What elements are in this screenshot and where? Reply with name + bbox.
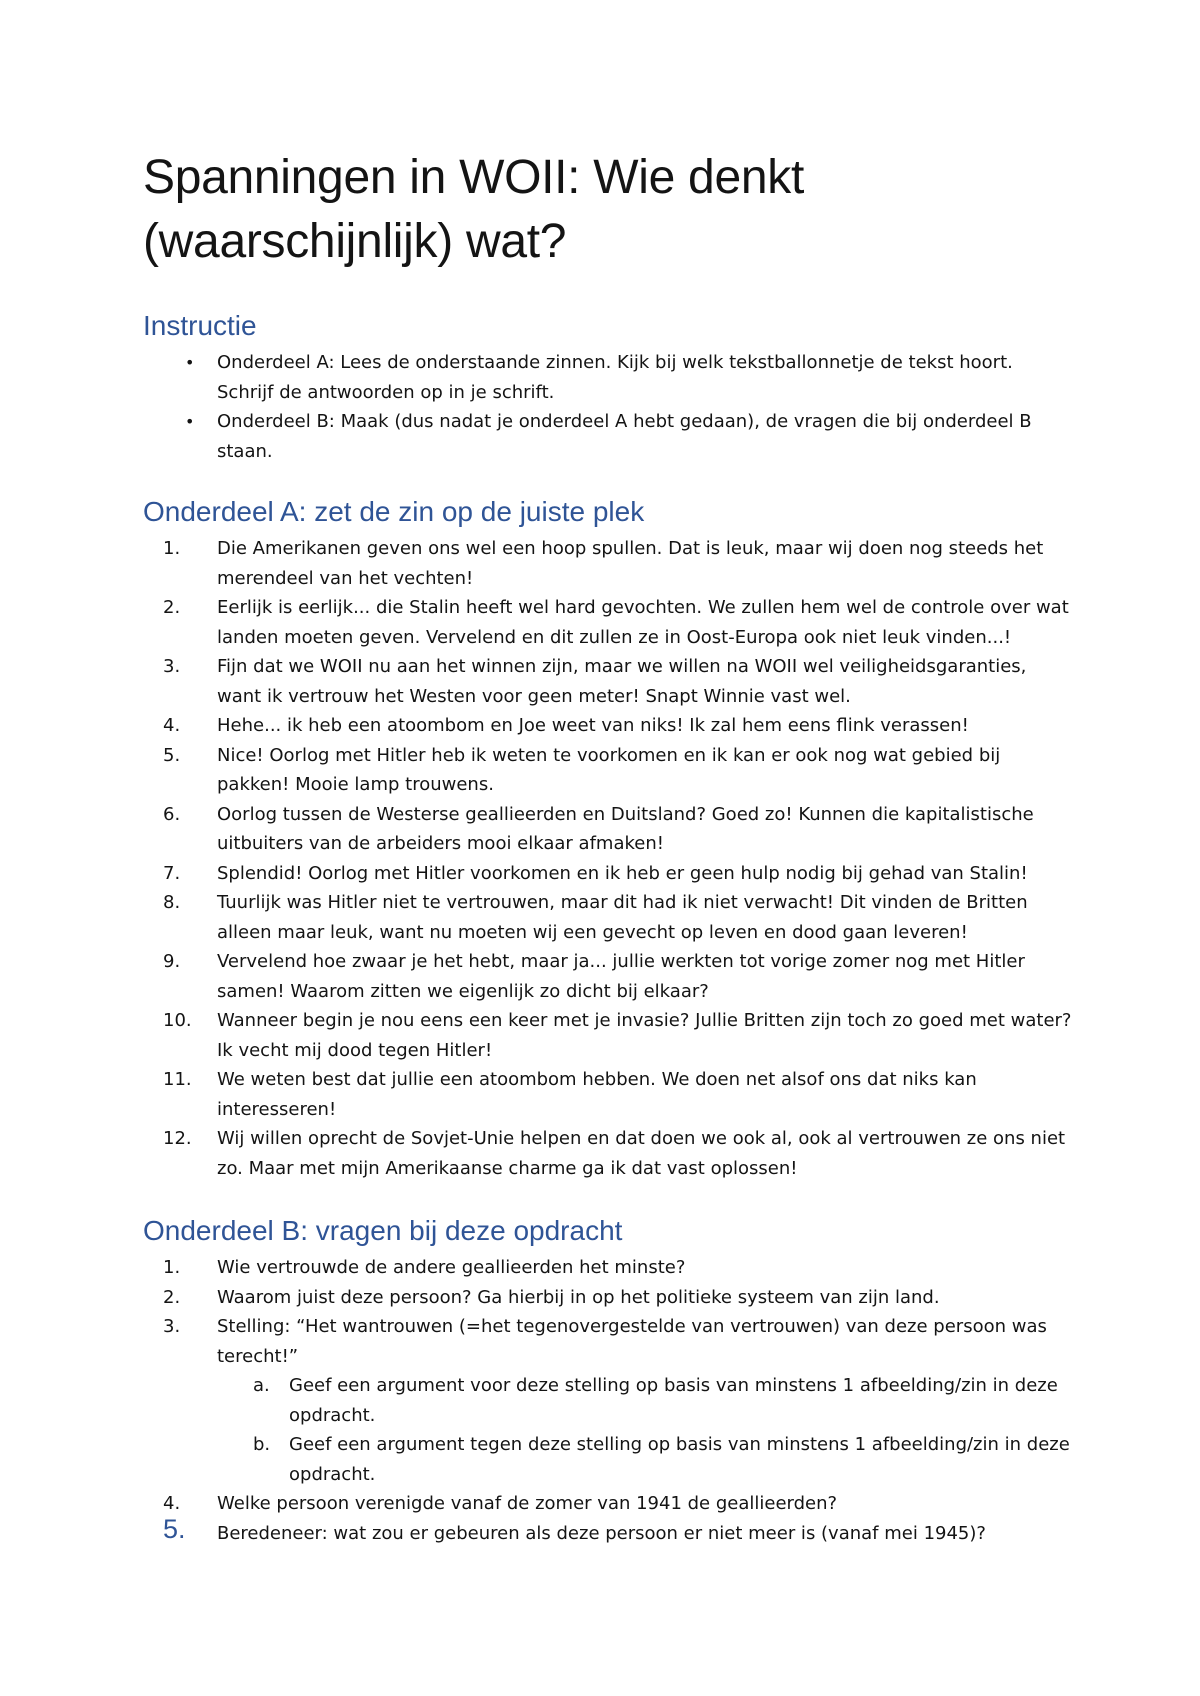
- list-item: [143, 1006, 1073, 1065]
- list-item-text: Stelling: “Het wantrouwen (=het tegenovergestelde van vertrouwen) van deze persoon was terecht!”: [217, 1316, 1047, 1367]
- list-number: 5.: [163, 744, 181, 766]
- list-item-text: Wij willen oprecht de Sovjet-Unie helpen en dat doen we ook al, ook al vertrouwen ze ons niet zo. Maar met mijn Amerikaanse charme ga ik dat vast oplossen!: [217, 1128, 1066, 1179]
- heading-instructie: Instructie: [143, 310, 257, 341]
- list-item-text: Beredeneer: wat zou er gebeuren als deze persoon er niet meer is (vanaf mei 1945)?: [217, 1522, 986, 1544]
- sub-list-item: [143, 1371, 1073, 1430]
- list-item: [143, 1283, 1073, 1313]
- list-item-text: Nice! Oorlog met Hitler heb ik weten te voorkomen en ik kan er ook nog wat gebied bij pakken! Mooie lamp trouwens.: [217, 744, 1001, 795]
- document-content: [143, 146, 1073, 1548]
- list-item-text: Fijn dat we WOII nu aan het winnen zijn, maar we willen na WOII wel veiligheidsgaranties, want ik vertrouw het Westen voor geen meter! Snapt Winnie vast wel.: [217, 656, 1027, 707]
- list-item: [143, 1312, 1073, 1489]
- list-number: 6.: [163, 803, 181, 825]
- list-number: 2.: [163, 597, 181, 618]
- list-item: [143, 711, 1073, 741]
- list-item: [143, 1489, 1073, 1519]
- list-item: [143, 1253, 1073, 1283]
- list-item-text: We weten best dat jullie een atoombom hebben. We doen net alsof ons dat niks kan interesseren!: [217, 1069, 977, 1120]
- list-item-text: Onderdeel A: Lees de onderstaande zinnen. Kijk bij welk tekstballonnetje de tekst hoort. Schrijf de antwoorden op in je schrift.: [217, 352, 1013, 403]
- sub-list-letter: a.: [253, 1375, 270, 1396]
- list-item: [143, 859, 1073, 889]
- list-number: 12.: [163, 1128, 192, 1149]
- list-number: 4.: [163, 1493, 181, 1514]
- list-number: 11.: [163, 1069, 192, 1090]
- instructie-list: [143, 348, 1073, 466]
- list-number: 4.: [163, 715, 181, 736]
- list-item: [143, 741, 1073, 800]
- list-number: 5.: [163, 1513, 186, 1544]
- list-item-text: Tuurlijk was Hitler niet te vertrouwen, maar dit had ik niet verwacht! Dit vinden de Britten alleen maar leuk, want nu moeten wij een gevecht op leven en dood gaan leveren!: [217, 892, 1028, 943]
- list-item-text: Hehe... ik heb een atoombom en Joe weet van niks! Ik zal hem eens flink verassen!: [217, 715, 969, 736]
- sub-list: [217, 1371, 1073, 1489]
- list-item-text: Welke persoon verenigde vanaf de zomer van 1941 de geallieerden?: [217, 1493, 838, 1514]
- bullet-marker: •: [185, 412, 195, 431]
- heading-onderdeel-a: Onderdeel A: zet de zin op de juiste plek: [143, 496, 645, 527]
- list-item: [143, 888, 1073, 947]
- list-item-text: Waarom juist deze persoon? Ga hierbij in op het politieke systeem van zijn land.: [217, 1286, 940, 1308]
- list-number: 2.: [163, 1286, 181, 1308]
- list-number: 8.: [163, 892, 181, 913]
- onderdeel-b-list: [143, 1253, 1073, 1548]
- list-number: 3.: [163, 1316, 181, 1337]
- list-item-text: Vervelend hoe zwaar je het hebt, maar ja... jullie werkten tot vorige zomer nog met Hitler samen! Waarom zitten we eigenlijk zo dicht bij elkaar?: [217, 951, 1025, 1002]
- onderdeel-a-list: [143, 534, 1073, 1183]
- bullet-marker: •: [185, 353, 195, 372]
- list-item: [143, 1065, 1073, 1124]
- list-number: 3.: [163, 656, 181, 677]
- list-number: 1.: [163, 538, 181, 559]
- document-title: Spanningen in WOII: Wie denkt (waarschijnlijk) wat?: [143, 151, 804, 268]
- list-item: [143, 348, 1073, 407]
- list-number: 7.: [163, 862, 181, 884]
- list-item-text: Oorlog tussen de Westerse geallieerden en Duitsland? Goed zo! Kunnen die kapitalistische uitbuiters van de arbeiders mooi elkaar afmaken!: [217, 803, 1034, 854]
- sub-list-letter: b.: [253, 1434, 271, 1455]
- list-item: [143, 1124, 1073, 1183]
- list-item-text: Eerlijk is eerlijk... die Stalin heeft wel hard gevochten. We zullen hem wel de controle over wat landen moeten geven. Vervelend en dit zullen ze in Oost-Europa ook niet leuk vinden...!: [217, 597, 1069, 648]
- list-item-text: Onderdeel B: Maak (dus nadat je onderdeel A hebt gedaan), de vragen die bij onderdeel B staan.: [217, 411, 1032, 462]
- list-number: 1.: [163, 1257, 181, 1278]
- list-number: 10.: [163, 1010, 192, 1031]
- list-item: [143, 947, 1073, 1006]
- list-item: [143, 534, 1073, 593]
- list-item-text: Wie vertrouwde de andere geallieerden het minste?: [217, 1257, 686, 1278]
- sub-list-item-text: Geef een argument tegen deze stelling op basis van minstens 1 afbeelding/zin in deze opdracht.: [289, 1434, 1070, 1485]
- list-item: [143, 800, 1073, 859]
- heading-onderdeel-b: Onderdeel B: vragen bij deze opdracht: [143, 1215, 623, 1246]
- sub-list-item: [143, 1430, 1073, 1489]
- list-item: [143, 652, 1073, 711]
- list-item: [143, 593, 1073, 652]
- list-item: [143, 407, 1073, 466]
- list-item-text: Wanneer begin je nou eens een keer met je invasie? Jullie Britten zijn toch zo goed met water? Ik vecht mij dood tegen Hitler!: [217, 1010, 1072, 1061]
- list-item: [143, 1513, 1073, 1549]
- list-item-text: Splendid! Oorlog met Hitler voorkomen en ik heb er geen hulp nodig bij gehad van Stalin!: [217, 862, 1028, 884]
- sub-list-item-text: Geef een argument voor deze stelling op basis van minstens 1 afbeelding/zin in deze opdracht.: [289, 1375, 1058, 1426]
- list-number: 9.: [163, 951, 181, 972]
- list-item-text: Die Amerikanen geven ons wel een hoop spullen. Dat is leuk, maar wij doen nog steeds het merendeel van het vechten!: [217, 538, 1044, 589]
